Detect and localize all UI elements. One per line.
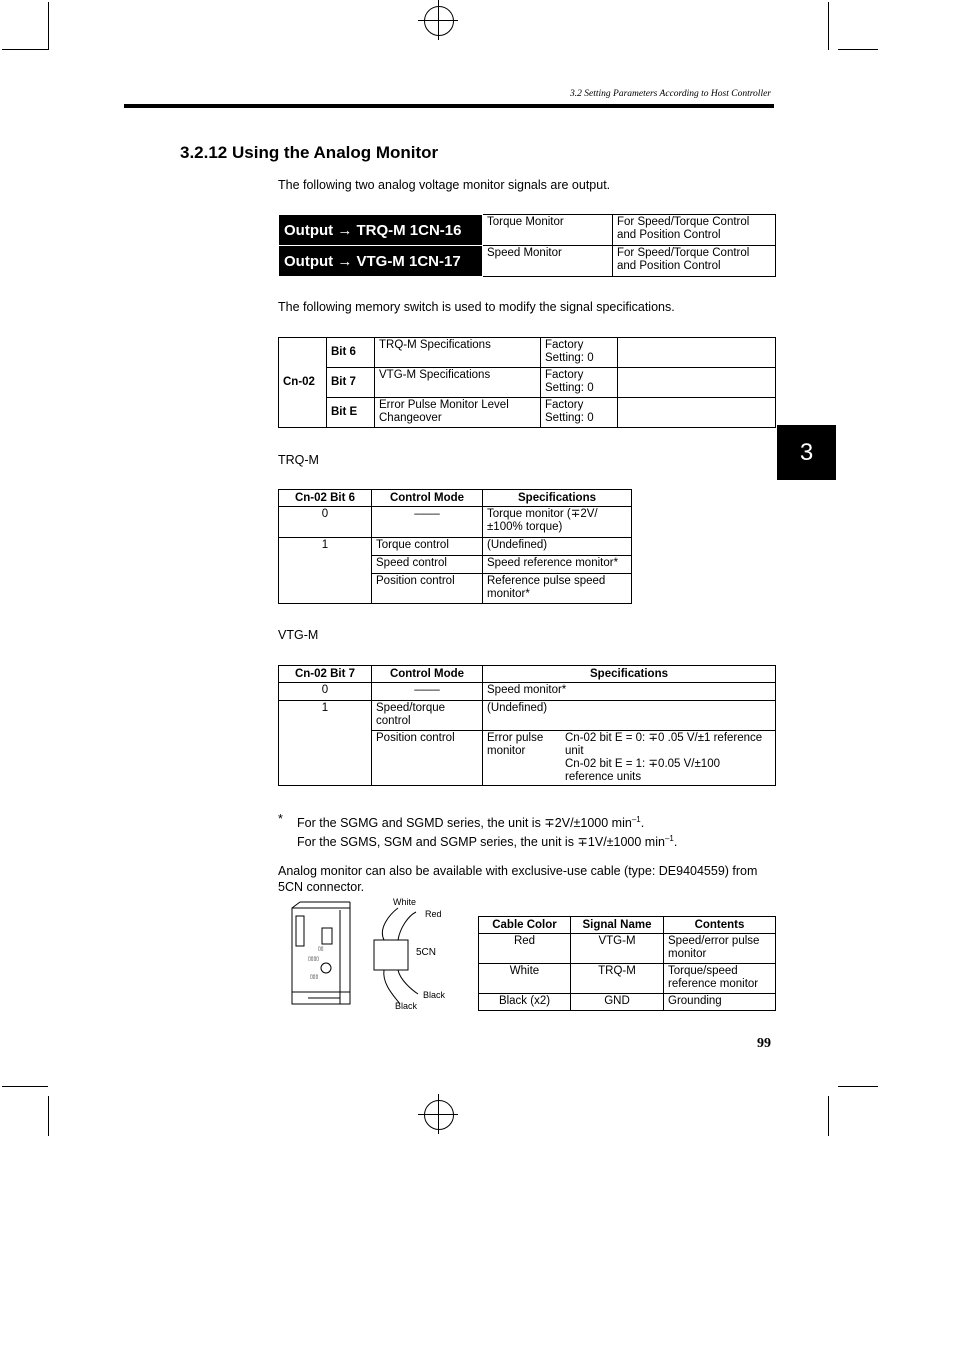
analog-cable-text: Analog monitor can also be available with exclusive-use cable (type: DE9404559) from 5CN connector. xyxy=(278,864,758,894)
connector-5cn xyxy=(374,940,408,970)
column-header: Control Mode xyxy=(372,666,483,683)
column-header: Specifications xyxy=(483,490,632,507)
table-row xyxy=(279,701,776,731)
control-mode: Speed/torque control xyxy=(372,701,483,731)
specification: Speed reference monitor* xyxy=(483,556,632,574)
column-header: Cn-02 Bit 7 xyxy=(279,666,372,683)
table-row xyxy=(279,338,776,368)
bit-desc: Error Pulse Monitor Level Changeover xyxy=(375,398,541,428)
output-name: Speed Monitor xyxy=(483,246,613,277)
specification: Speed monitor* xyxy=(483,683,776,701)
contents: Grounding xyxy=(664,994,776,1011)
signal-name: VTG-M xyxy=(571,934,664,964)
section-title: 3.2.12 Using the Analog Monitor xyxy=(180,143,439,162)
bit-value: 1 xyxy=(279,701,372,786)
table-row xyxy=(279,538,632,556)
registration-mark xyxy=(424,6,454,36)
signal-name: TRQ-M xyxy=(571,964,664,994)
label-red: Red xyxy=(425,909,442,919)
crop-mark xyxy=(48,2,49,50)
crop-mark xyxy=(838,1086,878,1087)
crop-mark xyxy=(828,1096,829,1136)
output-use: For Speed/Torque Control and Position Control xyxy=(613,246,776,277)
trqm-table xyxy=(278,489,632,604)
column-header: Control Mode xyxy=(372,490,483,507)
factory-setting: Factory Setting: 0 xyxy=(541,368,618,398)
table-row xyxy=(479,964,776,994)
footnote-line xyxy=(297,812,677,831)
empty-cell xyxy=(618,398,776,428)
factory-setting: Factory Setting: 0 xyxy=(541,398,618,428)
table-row xyxy=(279,368,776,398)
superscript: –1 xyxy=(664,834,674,844)
table-row xyxy=(279,215,776,246)
registration-mark xyxy=(424,1100,454,1130)
memory-switch-table xyxy=(278,337,776,428)
output-name: Torque Monitor xyxy=(483,215,613,246)
cable-table xyxy=(478,916,776,1011)
intro-text: The following two analog voltage monitor signals are output. xyxy=(278,178,611,192)
table-row xyxy=(279,666,776,683)
cable-color: Black (x2) xyxy=(479,994,571,1011)
table-row xyxy=(279,507,632,538)
crop-mark xyxy=(2,1086,48,1087)
spec-detail-line: Cn-02 bit E = 0: ∓0 .05 V/±1 reference unit xyxy=(565,732,763,757)
empty-cell xyxy=(618,338,776,368)
specification: (Undefined) xyxy=(483,538,632,556)
trqm-heading: TRQ-M xyxy=(278,453,319,467)
bit-value: 1 xyxy=(279,538,372,604)
vtgm-heading: VTG-M xyxy=(278,628,319,642)
specification: Reference pulse speed monitor* xyxy=(483,574,632,604)
table-row xyxy=(479,934,776,964)
bit-desc: VTG-M Specifications xyxy=(375,368,541,398)
period: . xyxy=(640,816,645,831)
bit-value: 0 xyxy=(279,683,372,701)
memory-switch-intro: The following memory switch is used to modify the signal specifications. xyxy=(278,300,675,314)
control-mode: –––– xyxy=(372,507,483,538)
column-header: Specifications xyxy=(483,666,776,683)
spec-detail xyxy=(565,731,776,786)
page-number: 99 xyxy=(757,1036,771,1051)
header-rule xyxy=(124,104,774,108)
contents: Torque/speed reference monitor xyxy=(664,964,776,994)
servopack-body xyxy=(292,908,350,1004)
control-mode: Position control xyxy=(372,731,483,786)
contents: Speed/error pulse monitor xyxy=(664,934,776,964)
table-row xyxy=(279,398,776,428)
output-label: Output → VTG-M 1CN-17 xyxy=(279,246,483,277)
label-black: Black xyxy=(395,1001,418,1011)
vtgm-table xyxy=(278,665,776,786)
column-header: Cable Color xyxy=(479,917,571,934)
bit-label: Bit E xyxy=(327,398,375,428)
column-header: Cn-02 Bit 6 xyxy=(279,490,372,507)
running-header: 3.2 Setting Parameters According to Host Controller xyxy=(570,89,771,99)
bit-value: 0 xyxy=(279,507,372,538)
table-row xyxy=(279,683,776,701)
bit-label: Bit 7 xyxy=(327,368,375,398)
cable-color: White xyxy=(479,964,571,994)
bit-desc: TRQ-M Specifications xyxy=(375,338,541,368)
specification: Torque monitor (∓2V/±100% torque) xyxy=(483,507,632,538)
control-mode: –––– xyxy=(372,683,483,701)
svg-text:▯▯: ▯▯ xyxy=(318,946,324,952)
label-5cn: 5CN xyxy=(416,947,437,958)
table-row xyxy=(279,246,776,277)
period: . xyxy=(673,835,678,850)
signal-name: GND xyxy=(571,994,664,1011)
param-name: Cn-02 xyxy=(279,338,327,428)
crop-mark xyxy=(2,49,48,50)
spec-detail-line: Cn-02 bit E = 1: ∓0.05 V/±100 reference units xyxy=(565,758,720,783)
column-header: Signal Name xyxy=(571,917,664,934)
table-row xyxy=(479,994,776,1011)
label-white: White xyxy=(393,897,417,907)
empty-cell xyxy=(618,368,776,398)
specification: Error pulse monitor xyxy=(483,731,566,786)
svg-text:▯▯▯: ▯▯▯ xyxy=(310,974,319,980)
specification: (Undefined) xyxy=(483,701,776,731)
table-row xyxy=(479,917,776,934)
registration-line xyxy=(418,20,458,21)
svg-text:▯▯▯▯: ▯▯▯▯ xyxy=(308,956,320,962)
footnote-line xyxy=(297,831,677,850)
control-mode: Torque control xyxy=(372,538,483,556)
bit-label: Bit 6 xyxy=(327,338,375,368)
crop-mark xyxy=(48,1096,49,1136)
cable-color: Red xyxy=(479,934,571,964)
control-mode: Position control xyxy=(372,574,483,604)
factory-setting: Factory Setting: 0 xyxy=(541,338,618,368)
table-row xyxy=(279,490,632,507)
superscript: –1 xyxy=(631,815,641,824)
crop-mark xyxy=(838,49,878,50)
column-header: Contents xyxy=(664,917,776,934)
output-signals-table xyxy=(278,214,776,277)
label-black: Black xyxy=(423,990,446,1000)
output-label: Output → TRQ-M 1CN-16 xyxy=(279,215,483,246)
footnote-text: For the SGMS, SGM and SGMP series, the unit is ∓1V/±1000 min xyxy=(297,835,665,850)
control-mode: Speed control xyxy=(372,556,483,574)
footnote-mark: * xyxy=(278,812,283,826)
registration-line xyxy=(418,1114,458,1115)
crop-mark xyxy=(828,2,829,50)
footnote xyxy=(297,812,677,850)
chapter-tab: 3 xyxy=(777,425,836,480)
output-use: For Speed/Torque Control and Position Control xyxy=(613,215,776,246)
footnote-text: For the SGMG and SGMD series, the unit is ∓2V/±1000 min xyxy=(297,816,632,831)
